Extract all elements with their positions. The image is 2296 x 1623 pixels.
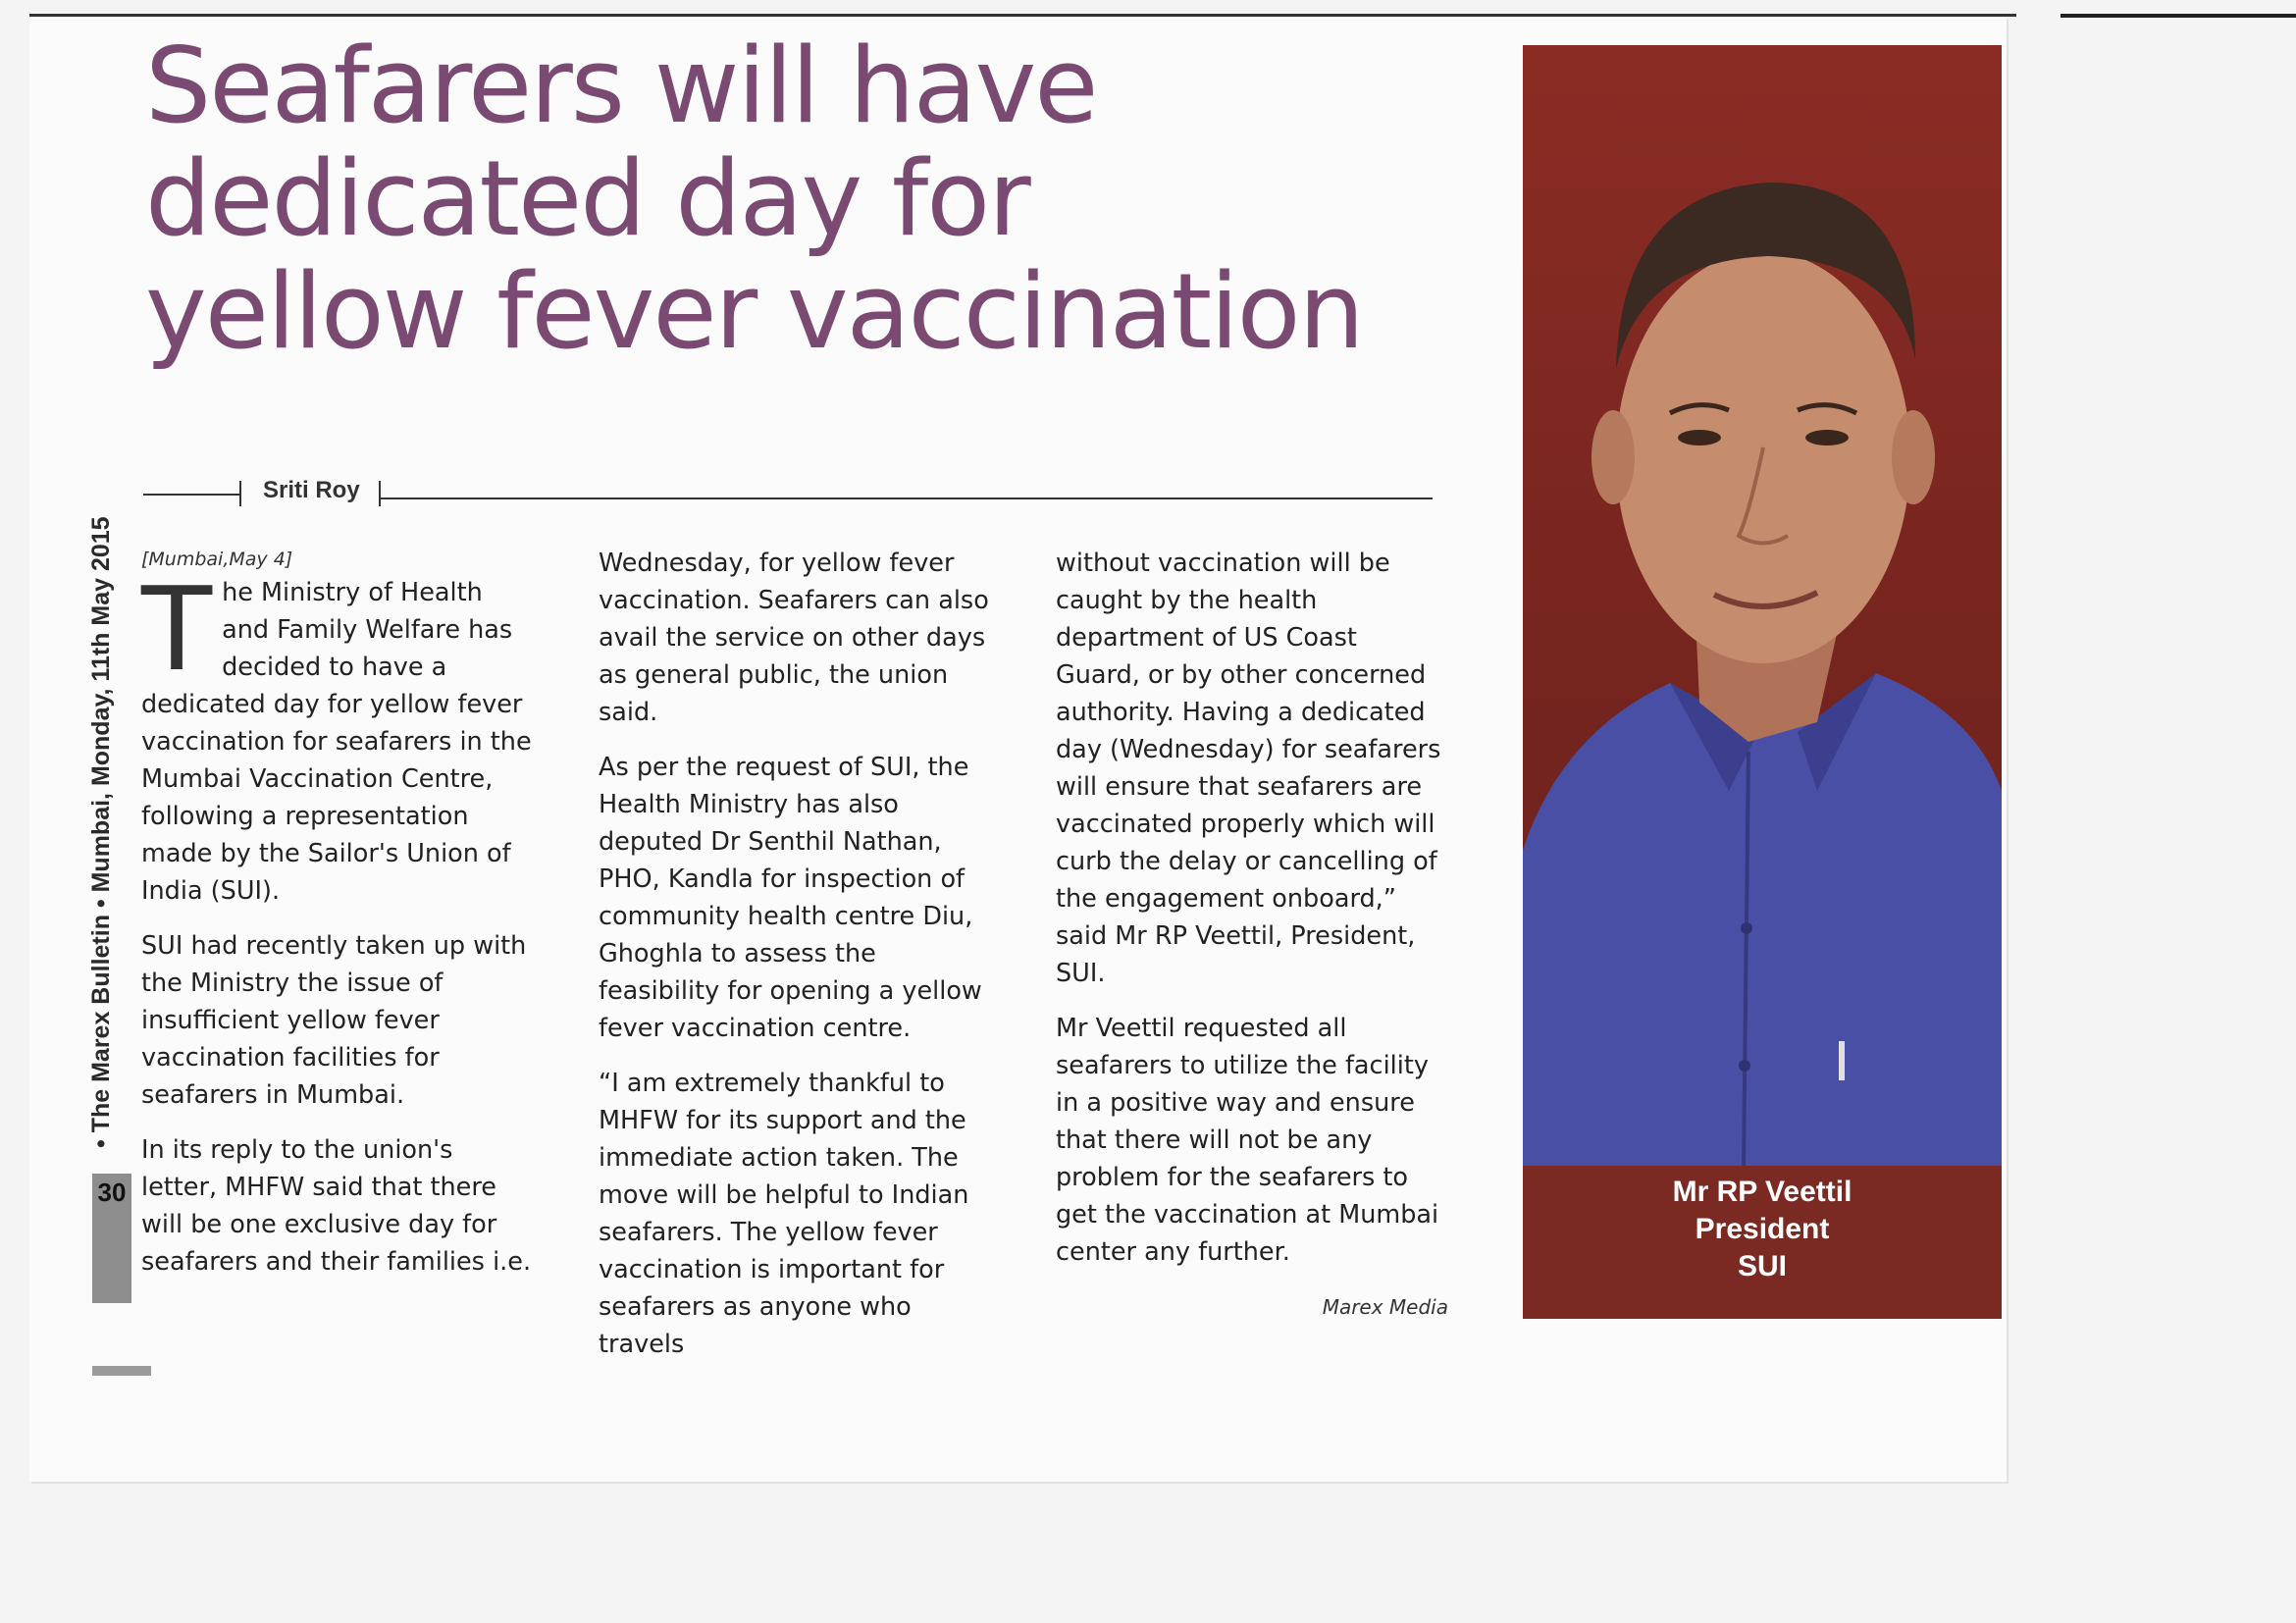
paragraph: Wednesday, for yellow fever vaccination. Seafarers can also avail the service on other days as general public, the union said. bbox=[599, 549, 989, 727]
photo-panel bbox=[1523, 45, 2002, 1319]
paragraph: In its reply to the union's letter, MHFW said that there will be one exclusive day for seafarers and their families i.e. bbox=[141, 1135, 532, 1277]
portrait-illustration bbox=[1523, 45, 2002, 1166]
headline-line-1: Seafarers will have bbox=[145, 26, 1097, 146]
article-column-1 bbox=[141, 545, 534, 1298]
byline-rule-right bbox=[381, 497, 1433, 499]
byline-rule-left bbox=[143, 494, 241, 496]
byline-tick-right bbox=[379, 481, 381, 506]
paragraph: SUI had recently taken up with the Ministry the issue of insufficient yellow fever vaccination facilities for seafarers in Mumbai. bbox=[141, 931, 527, 1110]
drop-cap: T bbox=[141, 561, 213, 697]
photo-credit: Marex Media bbox=[1322, 1295, 1448, 1319]
bottom-mark bbox=[92, 1366, 151, 1376]
headline-line-2: dedicated day for bbox=[145, 138, 1029, 259]
headline bbox=[145, 26, 1499, 372]
publication-strip: • The Marex Bulletin • Mumbai, Monday, 11th May 2015 bbox=[87, 516, 115, 1148]
headline-line-3: yellow fever vaccination bbox=[145, 251, 1363, 372]
article-column-3 bbox=[1056, 545, 1448, 1326]
top-rule bbox=[29, 14, 2016, 17]
paragraph: As per the request of SUI, the Health Ministry has also deputed Dr Senthil Nathan, PHO, Kandla for inspection of community health centre Diu, Ghoghla to assess the feasibility for opening a yellow fever vaccination centre. bbox=[599, 753, 982, 1043]
paragraph: “I am extremely thankful to MHFW for its support and the immediate action taken. The move will be helpful to Indian seafarers. The yellow fever vaccination is important for seafarers as anyone who travels bbox=[599, 1069, 969, 1359]
caption-title: President bbox=[1695, 1213, 1830, 1245]
top-rule-right bbox=[2061, 14, 2296, 18]
paragraph: Mr Veettil requested all seafarers to utilize the facility in a positive way and ensure that there will not be any problem for the seafarers to get the vaccination at Mumbai center any further. bbox=[1056, 1014, 1439, 1267]
dateline: [Mumbai,May 4] bbox=[141, 549, 293, 570]
paragraph: without vaccination will be caught by the health department of US Coast Guard, or by other concerned authority. Having a dedicated day (Wednesday) for seafarers will ensure that seafarers are vaccinated properly which will curb the delay or cancelling of the engagement onboard,” said Mr RP Veettil, President, SUI. bbox=[1056, 549, 1441, 988]
photo-caption bbox=[1523, 1174, 2002, 1285]
article-column-2 bbox=[599, 545, 991, 1381]
page-number: 30 bbox=[92, 1174, 131, 1303]
byline: Sriti Roy bbox=[263, 477, 360, 503]
caption-name: Mr RP Veettil bbox=[1672, 1176, 1852, 1208]
byline-tick-left bbox=[239, 481, 241, 506]
paragraph bbox=[141, 561, 534, 910]
portrait-photo bbox=[1523, 45, 2002, 1166]
paragraph-text: he Ministry of Health and Family Welfare has decided to have a dedicated day for yellow fever vaccination for seafarers in the Mumbai Vaccination Centre, following a representation made by the Sailor's Union of India (SUI). bbox=[141, 578, 532, 906]
caption-org: SUI bbox=[1737, 1250, 1787, 1283]
